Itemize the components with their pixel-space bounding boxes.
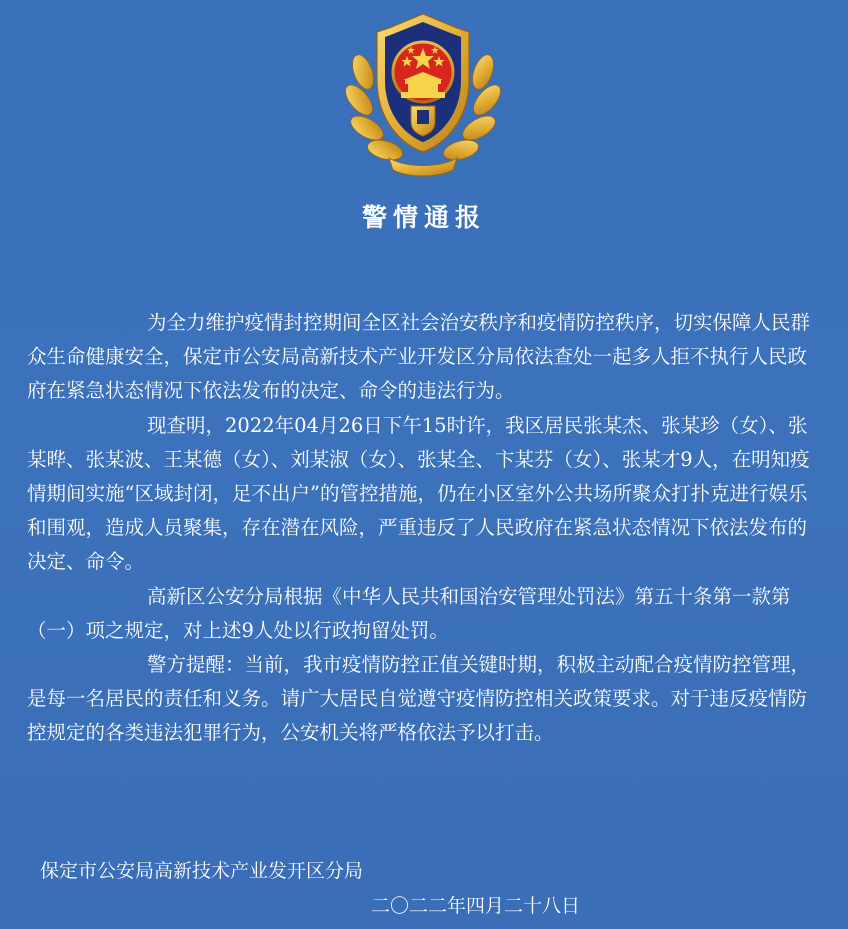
police-emblem-icon <box>345 10 501 178</box>
notice-body <box>27 306 817 751</box>
issue-date: 二〇二二年四月二十八日 <box>371 895 581 917</box>
paragraph-reminder: 警方提醒：当前，我市疫情防控正值关键时期，积极主动配合疫情防控管理，是每一名居民的责任和义务。请广大居民自觉遵守疫情防控相关政策要求。对于违反疫情防控规定的各类违法犯罪行为，公安机关将严格依法予以打击。 <box>27 653 811 745</box>
paragraph-facts: 现查明，2022年04月26日下午15时许，我区居民张某杰、张某珍（女）、张某晔、张某波、王某德（女）、刘某淑（女）、张某全、卞某芬（女）、张某才9人，在明知疫情期间实施“区域封闭，足不出户”的管控措施，仍在小区室外公共场所聚众打扑克进行娱乐和围观，造成人员聚集，存在潜在风险，严重违反了人民政府在紧急状态情况下依法发布的决定、命令。 <box>27 413 810 574</box>
paragraph-penalty: 高新区公安分局根据《中华人民共和国治安管理处罚法》第五十条第一款第（一）项之规定，对上述9人处以行政拘留处罚。 <box>27 584 791 642</box>
paragraph-intro: 为全力维护疫情封控期间全区社会治安秩序和疫情防控秩序，切实保障人民群众生命健康安全，保定市公安局高新技术产业开发区分局依法查处一起多人拒不执行人民政府在紧急状态情况下依法发布的决定、命令的违法行为。 <box>27 311 811 403</box>
issuer-signature: 保定市公安局高新技术产业发开区分局 <box>40 860 364 882</box>
notice-title: 警情通报 <box>361 203 486 232</box>
